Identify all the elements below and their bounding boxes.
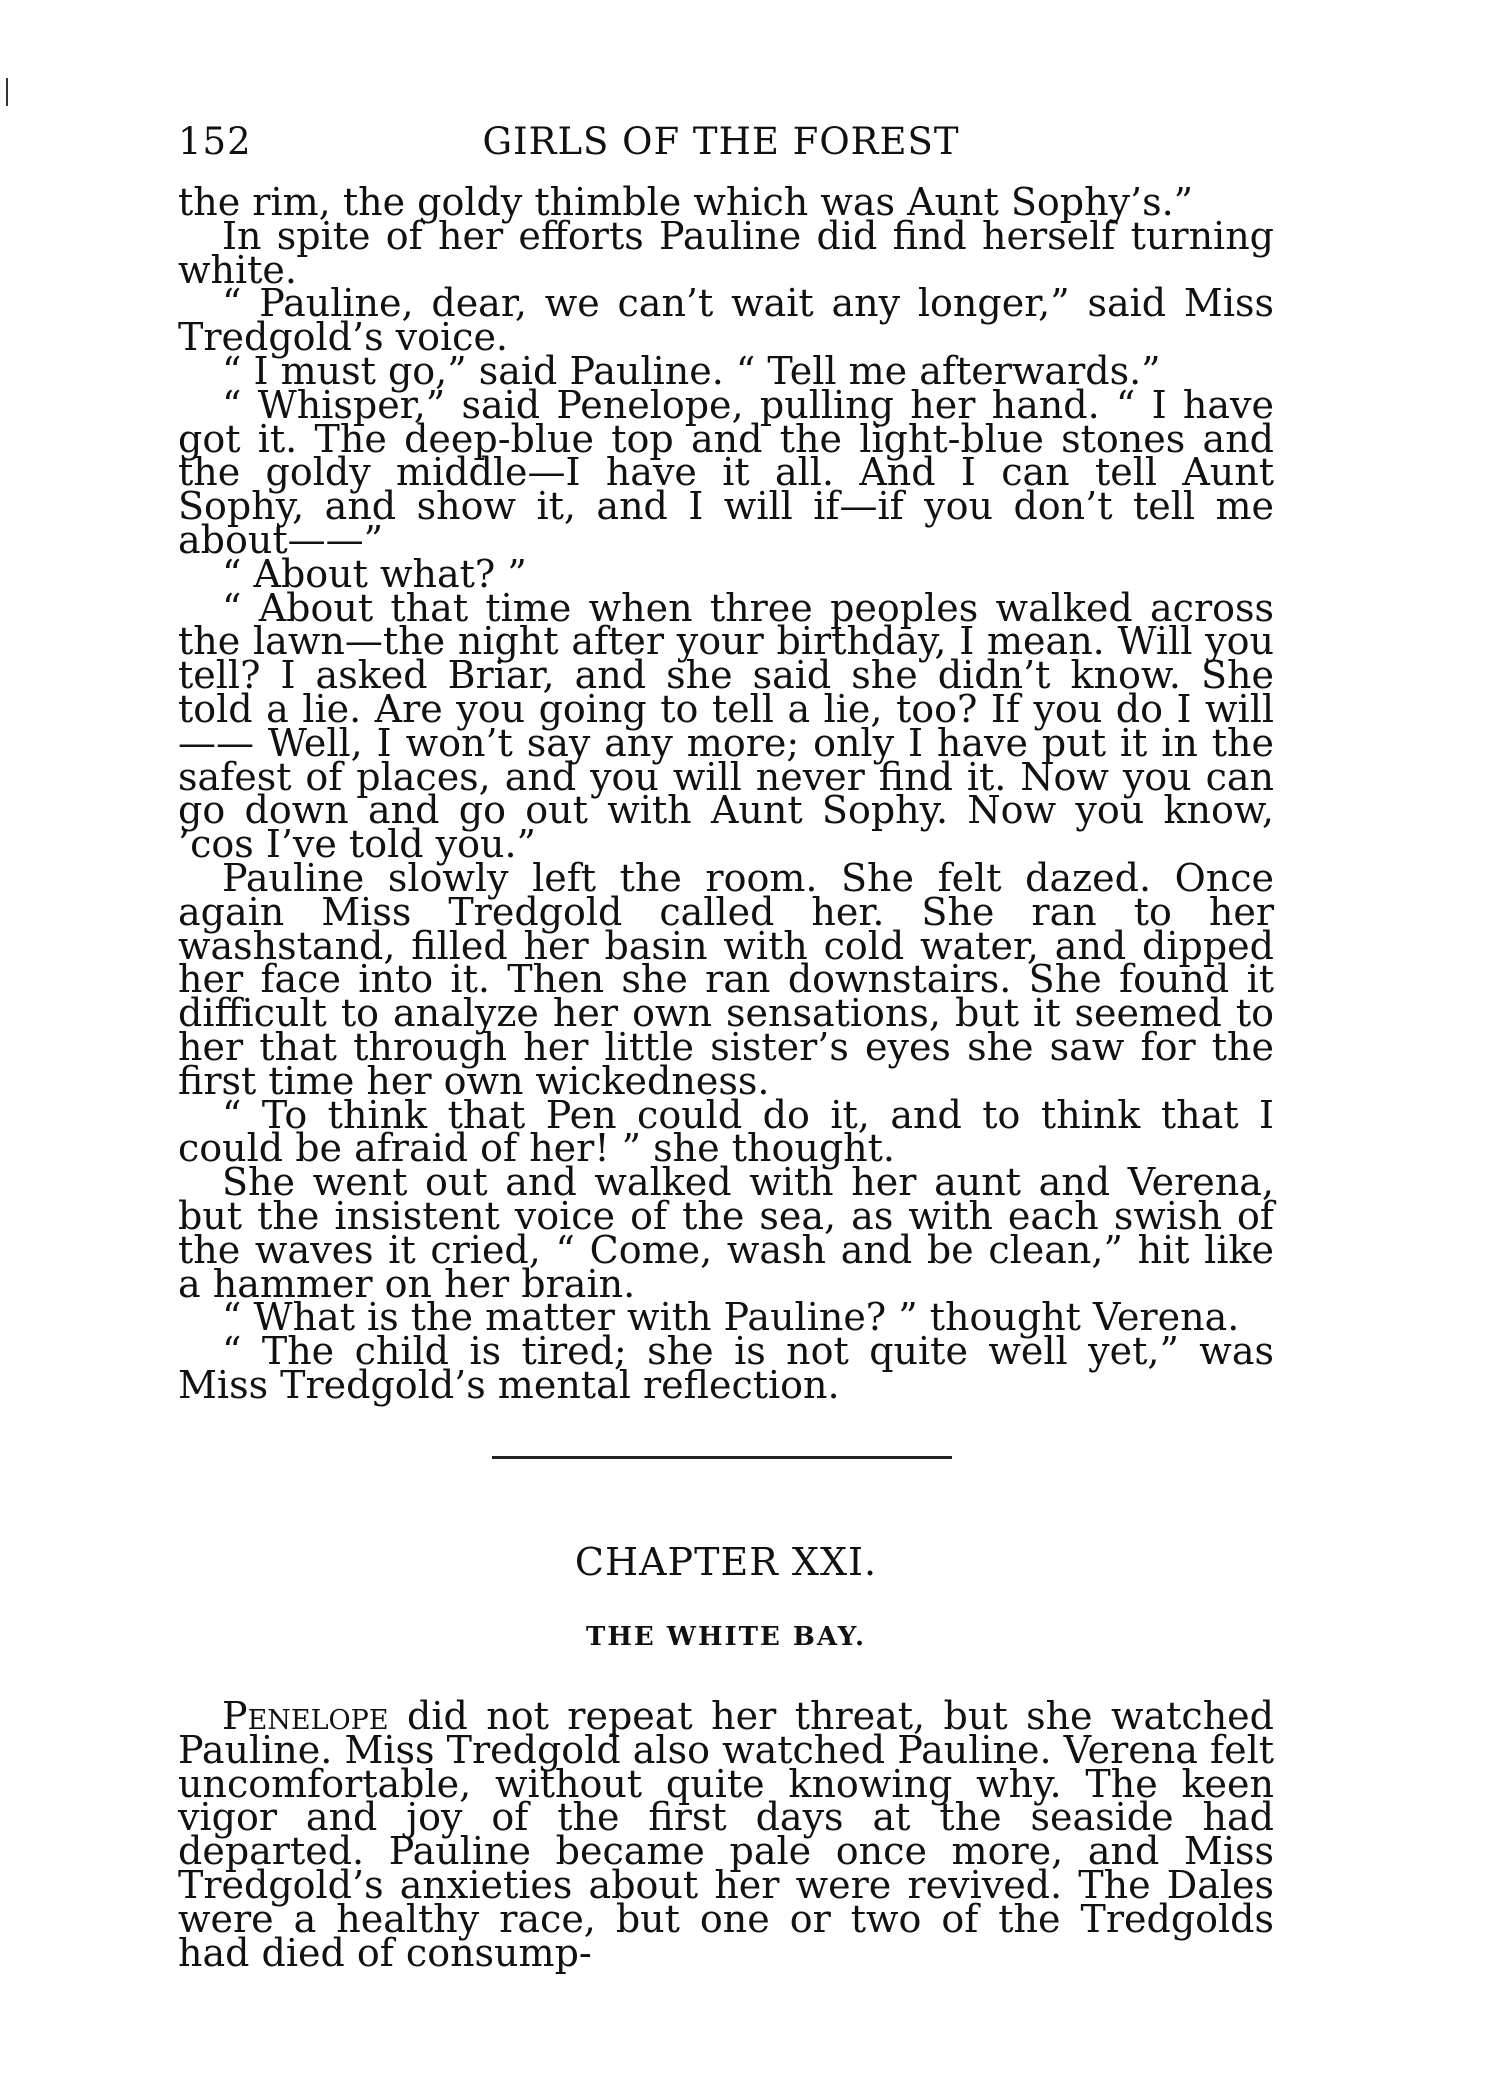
paragraph: “ Whisper,” said Penelope, pulling her hand. “ I have got it. The deep-blue top and the light-blue stones and the goldy middle—I have it all. And I can tell Aunt Sophy, and show it, and I will if—if you don’t tell me about——”: [178, 382, 1274, 562]
margin-mark: [6, 78, 8, 106]
paragraph: “ The child is tired; she is not quite well yet,” was Miss Tredgold’s mental reflection.: [178, 1329, 1274, 1407]
body-text: [178, 180, 1274, 1407]
chapter-body: [178, 1694, 1274, 1975]
paragraph: “ Pauline, dear, we can’t wait any longer,” said Miss Tredgold’s voice.: [178, 281, 1274, 360]
section-divider: [492, 1456, 952, 1459]
chapter-first-paragraph-text: did not repeat her threat, but she watched Pauline. Miss Tredgold also watched Pauline. Verena felt uncomfortable, without quite knowing why. The keen vigor and joy of the first days at the seaside had departed. Pauline became pale once more, and Miss Tredgold’s anxieties about her were revived. The Dales were a healthy race, but one or two of the Tredgolds had died of consump-: [178, 1694, 1274, 1975]
paragraph: “ About that time when three peoples walked across the lawn—the night after your birthday, I mean. Will you tell? I asked Briar, and she said she didn’t know. She told a lie. Are you going to tell a lie, too? If you do I will—— Well, I won’t say any more; only I have put it in the safest of places, and you will never find it. Now you can go down and go out with Aunt Sophy. Now you know, ’cos I’ve told you.”: [178, 585, 1274, 867]
paragraph: She went out and walked with her aunt and Verena, but the insistent voice of the sea, as with each swish of the waves it cried, “ Come, wash and be clean,” hit like a hammer on her brain.: [178, 1160, 1274, 1306]
paragraph: “ I must go,” said Pauline. “ Tell me afterwards.”: [222, 348, 1161, 393]
chapter-subtitle: THE WHITE BAY.: [585, 1622, 867, 1652]
chapter-first-paragraph: [178, 1694, 1274, 1975]
running-title: GIRLS OF THE FOREST: [482, 120, 960, 163]
paragraph: “ About what? ”: [222, 551, 527, 596]
paragraph: “ To think that Pen could do it, and to think that I could be afraid of her! ” she thought.: [178, 1092, 1274, 1171]
paragraph: “ What is the matter with Pauline? ” thought Verena.: [222, 1295, 1240, 1340]
paragraph: In spite of her efforts Pauline did find herself turning white.: [178, 213, 1274, 292]
chapter-title: CHAPTER XXI.: [574, 1540, 878, 1584]
page-number: 152: [178, 120, 252, 163]
paragraph: Pauline slowly left the room. She felt dazed. Once again Miss Tredgold called her. She ran to her washstand, filled her basin with cold water, and dipped her face into it. Then she ran downstairs. She found it difficult to analyze her own sensations, but it seemed to her that through her little sister’s eyes she saw for the first time her own wickedness.: [178, 855, 1274, 1103]
page-header: [178, 112, 1264, 172]
chapter-first-word: Penelope: [222, 1694, 389, 1738]
paragraph: the rim, the goldy thimble which was Aunt Sophy’s.”: [178, 180, 1194, 224]
